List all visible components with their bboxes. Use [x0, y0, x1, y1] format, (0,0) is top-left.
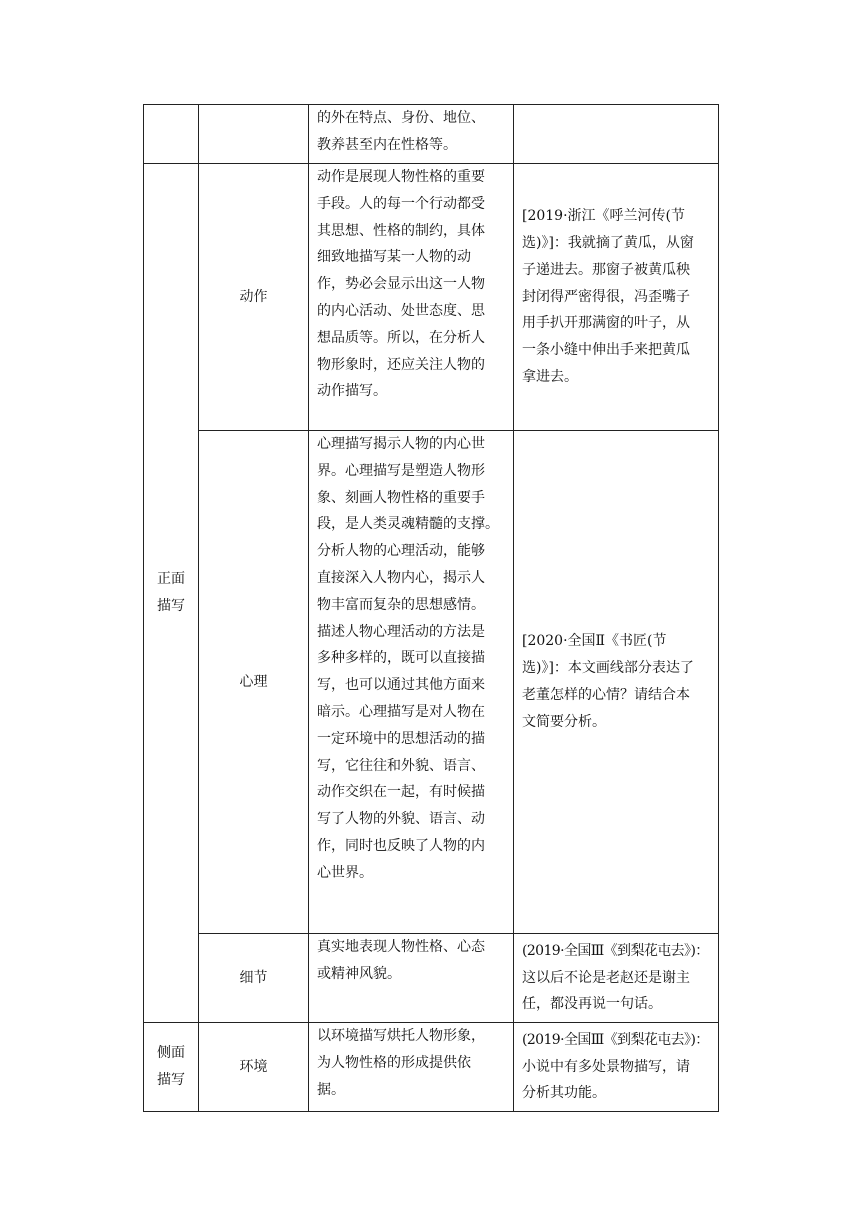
- category-label-line: 侧面: [157, 1045, 185, 1062]
- table-row: [144, 164, 719, 431]
- sub-cell-xijie: 细节: [199, 934, 309, 1023]
- sub-cell: [199, 105, 309, 164]
- category-label-line: 正面: [157, 571, 185, 588]
- table-row: [144, 431, 719, 934]
- category-cell: [144, 105, 199, 164]
- category-label-line: 描写: [157, 1072, 185, 1088]
- character-description-table: [143, 104, 719, 1112]
- sub-cell-dongzuo: 动作: [199, 164, 309, 431]
- category-cell-cemian: [144, 1023, 199, 1112]
- category-cell-zhengmian: [144, 164, 199, 1023]
- example-cell: [2019·浙江《呼兰河传(节 选)》]：我就摘了黄瓜，从窗 子递进去。那窗子被黄瓜秧 封闭得严密得很，冯歪嘴子 用手扒开那满窗的叶子，从 一条小缝中伸出手来把黄瓜 拿进去。: [514, 164, 719, 431]
- description-cell: 以环境描写烘托人物形象， 为人物性格的形成提供依 据。: [309, 1023, 514, 1112]
- category-label-line: 描写: [157, 598, 185, 614]
- table-row: [144, 934, 719, 1023]
- description-cell: 心理描写揭示人物的内心世 界。心理描写是塑造人物形 象、刻画人物性格的重要手 段，是人类灵魂精髓的支撑。 分析人物的心理活动，能够 直接深入人物内心，揭示人 物丰富而复杂的思想感情。 描述人物心理活动的方法是 多种多样的，既可以直接描 写，也可以通过其他方面来 暗示。心理描写是对人物在 一定环境中的思想活动的描 写，它往往和外貌、语言、 动作交织在一起，有时候描 写了人物的外貌、语言、动 作，同时也反映了人物的内 心世界。: [309, 431, 514, 934]
- example-cell: (2019·全国Ⅲ《到梨花屯去》)： 这以后不论是老赵还是谢主 任，都没再说一句话。: [514, 934, 719, 1023]
- description-cell: 的外在特点、身份、地位、 教养甚至内在性格等。: [309, 105, 514, 164]
- description-cell: 真实地表现人物性格、心态 或精神风貌。: [309, 934, 514, 1023]
- table-row: [144, 105, 719, 164]
- example-cell: [2020·全国Ⅱ《书匠(节 选)》]：本文画线部分表达了 老董怎样的心情？请结合本 文简要分析。: [514, 431, 719, 934]
- sub-cell-huanjing: 环境: [199, 1023, 309, 1112]
- sub-cell-xinli: 心理: [199, 431, 309, 934]
- example-cell: (2019·全国Ⅲ《到梨花屯去》)： 小说中有多处景物描写，请 分析其功能。: [514, 1023, 719, 1112]
- example-cell: [514, 105, 719, 164]
- table-row: [144, 1023, 719, 1112]
- description-cell: 动作是展现人物性格的重要 手段。人的每一个行动都受 其思想、性格的制约，具体 细致地描写某一人物的动 作，势必会显示出这一人物 的内心活动、处世态度、思 想品质等。所以，在分析人 物形象时，还应关注人物的 动作描写。: [309, 164, 514, 431]
